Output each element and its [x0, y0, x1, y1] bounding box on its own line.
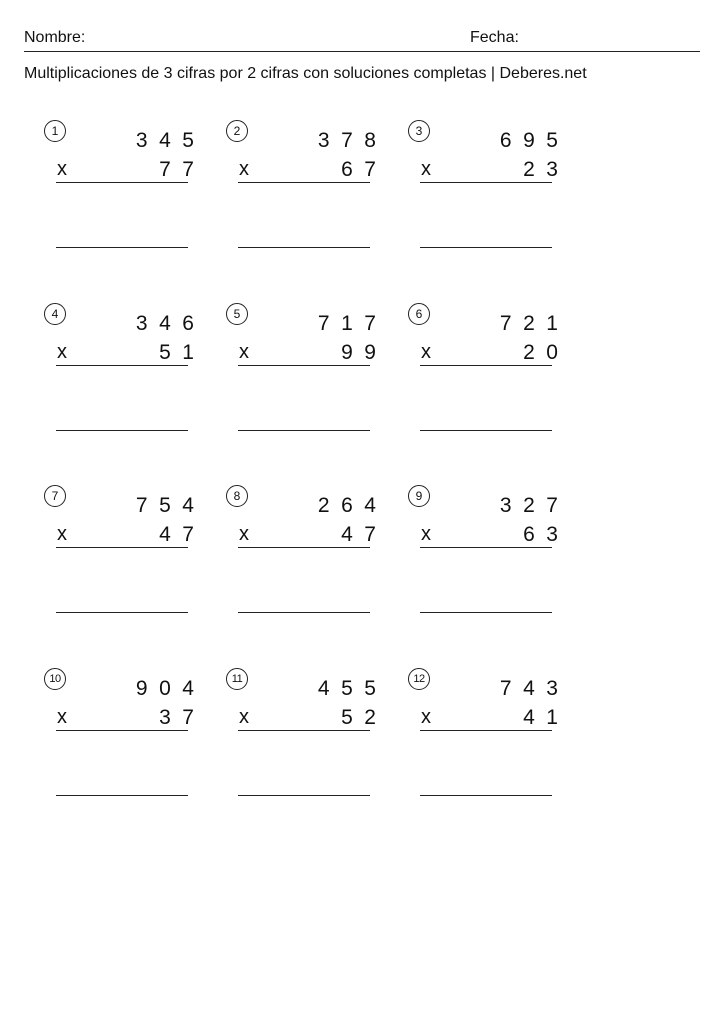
multiply-sign: x [239, 341, 249, 363]
answer-line [420, 247, 552, 248]
problem-card [226, 303, 388, 443]
multiplication-line [420, 547, 552, 548]
multiplier: 67 [341, 158, 388, 181]
problem-number: 10 [44, 668, 66, 690]
multiplication-line [56, 182, 188, 183]
problem-card [226, 485, 388, 625]
answer-line [56, 795, 188, 796]
date-label: Fecha: [470, 29, 519, 46]
multiplicand: 904 [135, 677, 206, 700]
multiply-sign: x [421, 341, 431, 363]
multiplicand: 264 [317, 494, 388, 517]
problem-card [44, 303, 206, 443]
answer-line [420, 430, 552, 431]
multiplication-line [238, 547, 370, 548]
multiplication-line [56, 547, 188, 548]
multiplication-line [238, 730, 370, 731]
multiply-sign: x [57, 341, 67, 363]
multiplicand: 345 [135, 129, 206, 152]
problem-number: 7 [44, 485, 66, 507]
multiply-sign: x [421, 523, 431, 545]
multiplicand: 455 [317, 677, 388, 700]
multiplier: 63 [523, 523, 570, 546]
multiplier: 51 [159, 341, 206, 364]
problem-number: 11 [226, 668, 248, 690]
answer-line [56, 430, 188, 431]
multiplier: 37 [159, 706, 206, 729]
answer-line [238, 430, 370, 431]
multiplier: 52 [341, 706, 388, 729]
problem-number: 6 [408, 303, 430, 325]
multiplicand: 721 [499, 312, 570, 335]
name-label: Nombre: [24, 29, 86, 46]
problem-card [226, 120, 388, 260]
answer-line [56, 612, 188, 613]
multiplicand: 754 [135, 494, 206, 517]
multiplication-line [420, 182, 552, 183]
multiplication-line [420, 365, 552, 366]
multiply-sign: x [421, 706, 431, 728]
multiplier: 41 [523, 706, 570, 729]
problem-number: 5 [226, 303, 248, 325]
answer-line [238, 247, 370, 248]
problem-card [408, 303, 570, 443]
multiplier: 20 [523, 341, 570, 364]
multiply-sign: x [239, 706, 249, 728]
multiply-sign: x [421, 158, 431, 180]
multiply-sign: x [239, 158, 249, 180]
multiply-sign: x [239, 523, 249, 545]
multiplier: 47 [159, 523, 206, 546]
problem-card [226, 668, 388, 808]
multiply-sign: x [57, 158, 67, 180]
multiplier: 23 [523, 158, 570, 181]
multiplicand: 378 [317, 129, 388, 152]
answer-line [420, 612, 552, 613]
multiplicand: 327 [499, 494, 570, 517]
problem-card [44, 668, 206, 808]
problem-card [44, 485, 206, 625]
worksheet-title: Multiplicaciones de 3 cifras por 2 cifras con soluciones completas | Deberes.net [24, 65, 587, 82]
multiplication-line [420, 730, 552, 731]
header-row [24, 29, 700, 52]
problem-number: 4 [44, 303, 66, 325]
multiplier: 99 [341, 341, 388, 364]
multiplier: 47 [341, 523, 388, 546]
multiplier: 77 [159, 158, 206, 181]
multiplication-line [238, 182, 370, 183]
multiplicand: 717 [317, 312, 388, 335]
multiplicand: 695 [499, 129, 570, 152]
answer-line [238, 612, 370, 613]
multiplication-line [56, 730, 188, 731]
problem-card [408, 120, 570, 260]
multiply-sign: x [57, 523, 67, 545]
answer-line [238, 795, 370, 796]
multiplicand: 743 [499, 677, 570, 700]
multiplication-line [56, 365, 188, 366]
problem-card [408, 668, 570, 808]
problem-card [44, 120, 206, 260]
problem-number: 9 [408, 485, 430, 507]
problem-card [408, 485, 570, 625]
answer-line [56, 247, 188, 248]
problem-number: 3 [408, 120, 430, 142]
problem-number: 8 [226, 485, 248, 507]
problem-number: 2 [226, 120, 248, 142]
problem-number: 1 [44, 120, 66, 142]
multiply-sign: x [57, 706, 67, 728]
problem-number: 12 [408, 668, 430, 690]
multiplication-line [238, 365, 370, 366]
answer-line [420, 795, 552, 796]
multiplicand: 346 [135, 312, 206, 335]
